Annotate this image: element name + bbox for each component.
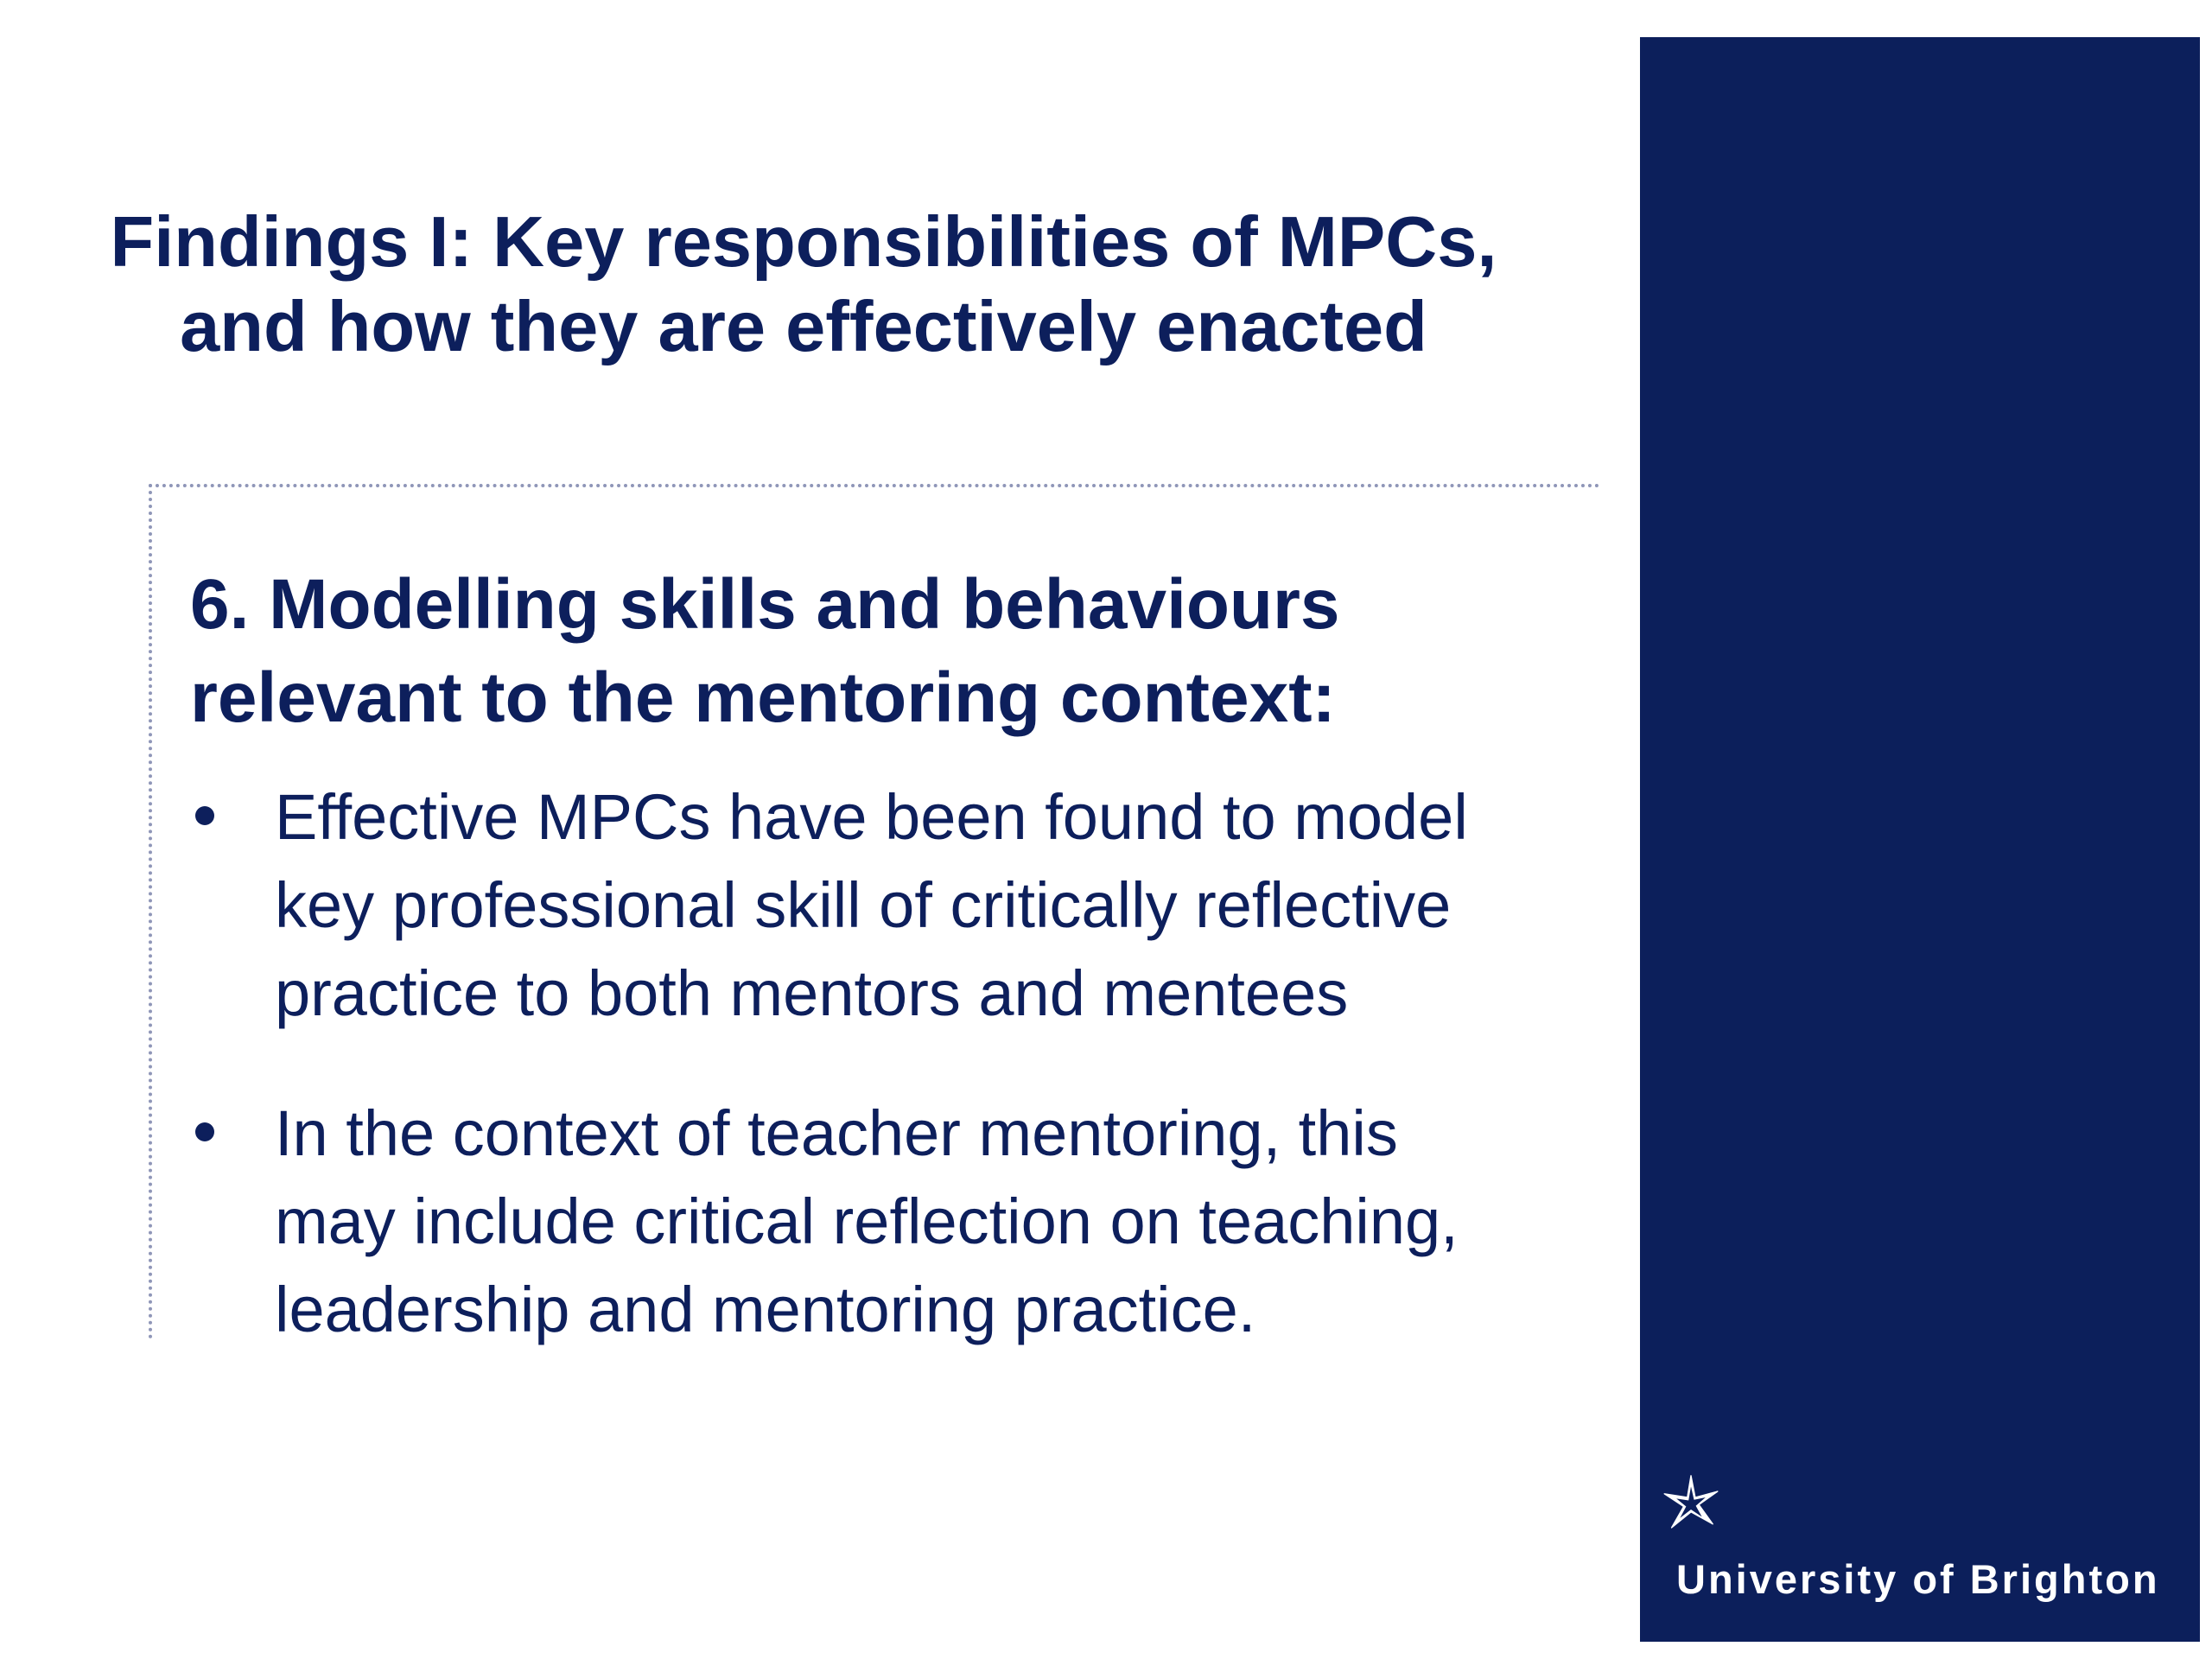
university-logo-text: University of Brighton <box>1676 1556 2160 1602</box>
bullet-line: may include critical reflection on teaching, <box>275 1185 1459 1257</box>
bullet-icon <box>195 1122 214 1141</box>
section-subheading <box>190 558 1573 745</box>
star-icon <box>1661 1473 1721 1534</box>
bullet-line: leadership and mentoring practice. <box>275 1274 1256 1345</box>
bullet-list <box>190 773 1590 1406</box>
bullet-icon <box>195 806 214 825</box>
bullet-line: Effective MPCs have been found to model <box>275 781 1468 853</box>
bullet-line: In the context of teacher mentoring, this <box>275 1097 1398 1169</box>
bullet-item <box>190 773 1590 1038</box>
slide-title-line: and how they are effectively enacted <box>180 285 1427 366</box>
bullet-line: key professional skill of critically reflective <box>275 869 1452 941</box>
slide-title-line: Findings I: Key responsibilities of MPCs, <box>110 200 1497 282</box>
bullet-line: practice to both mentors and mentees <box>275 957 1349 1029</box>
brand-panel <box>1640 37 2200 1642</box>
subheading-line: relevant to the mentoring context: <box>190 658 1336 738</box>
bullet-item <box>190 1090 1590 1354</box>
subheading-line: 6. Modelling skills and behaviours <box>190 565 1340 645</box>
slide-title <box>0 200 1607 369</box>
